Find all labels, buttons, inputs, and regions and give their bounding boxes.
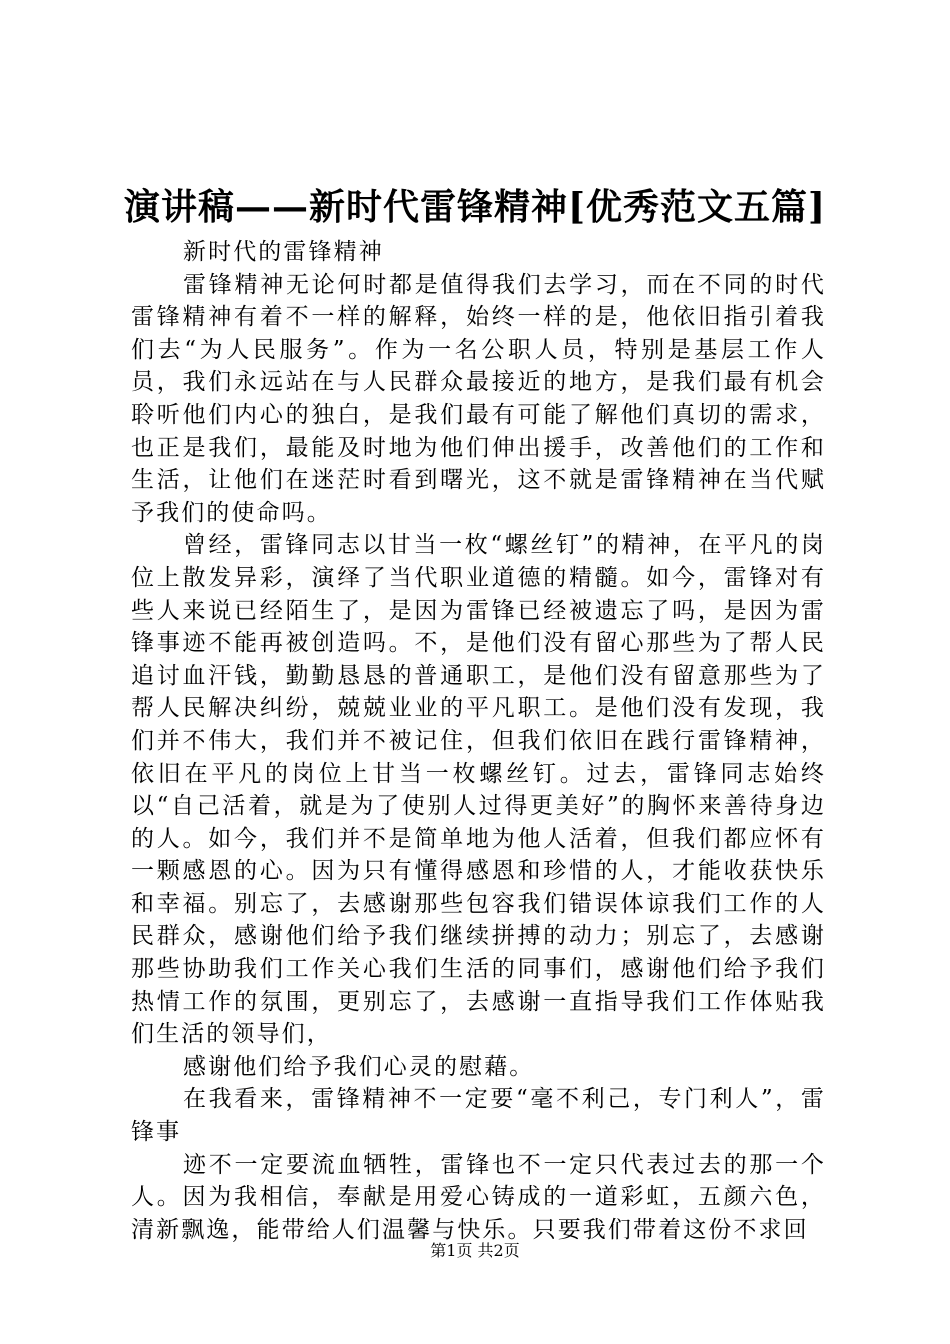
paragraph-3: 感谢他们给予我们心灵的慰藉。 [183, 1053, 535, 1080]
document-title: 演讲稿——新时代雷锋精神[优秀范文五篇] [123, 186, 827, 228]
paragraph-4: 在我看来，雷锋精神不一定要“毫不利己，专门利人”，雷锋事 [131, 1086, 826, 1146]
paragraph-1: 雷锋精神无论何时都是值得我们去学习，而在不同的时代雷锋精神有着不一样的解释，始终一样的是，他依旧指引着我们去“为人民服务”。作为一名公职人员，特别是基层工作人员，我们永远站在与人民群众最接近的地方，是我们最有机会聆听他们内心的独白，是我们最有可能了解他们真切的需求，也正是我们，最能及时地为他们伸出援手，改善他们的工作和生活，让他们在迷茫时看到曙光，这不就是雷锋精神在当代赋予我们的使命吗。 [131, 271, 826, 526]
paragraph-2: 曾经，雷锋同志以甘当一枚“螺丝钉”的精神，在平凡的岗位上散发异彩，演绎了当代职业道德的精髓。如今，雷锋对有些人来说已经陌生了，是因为雷锋已经被遗忘了吗，是因为雷锋事迹不能再被创造吗。不，是他们没有留心那些为了帮人民追讨血汗钱，勤勤恳恳的普通职工，是他们没有留意那些为了帮人民解决纠纷，兢兢业业的平凡职工。是他们没有发现，我们并不伟大，我们并不被记住，但我们依旧在践行雷锋精神，依旧在平凡的岗位上甘当一枚螺丝钉。过去，雷锋同志始终以“自己活着，就是为了使别人过得更美好”的胸怀来善待身边的人。如今，我们并不是简单地为他人活着，但我们都应怀有一颗感恩的心。因为只有懂得感恩和珍惜的人，才能收获快乐和幸福。别忘了，去感谢那些包容我们错误体谅我们工作的人民群众，感谢他们给予我们继续拼搏的动力；别忘了，去感谢那些协助我们工作关心我们生活的同事们，感谢他们给予我们热情工作的氛围，更别忘了，去感谢一直指导我们工作体贴我们生活的领导们， [131, 532, 826, 1048]
document-body [131, 236, 826, 1246]
paragraph-subtitle: 新时代的雷锋精神 [183, 239, 384, 265]
page-number-footer: 第1页 共2页 [430, 1241, 520, 1260]
paragraph-5: 迹不一定要流血牺牲，雷锋也不一定只代表过去的那一个人。因为我相信，奉献是用爱心铸成的一道彩虹，五颜六色，清新飘逸，能带给人们温馨与快乐。只要我们带着这份不求回 [131, 1151, 826, 1243]
